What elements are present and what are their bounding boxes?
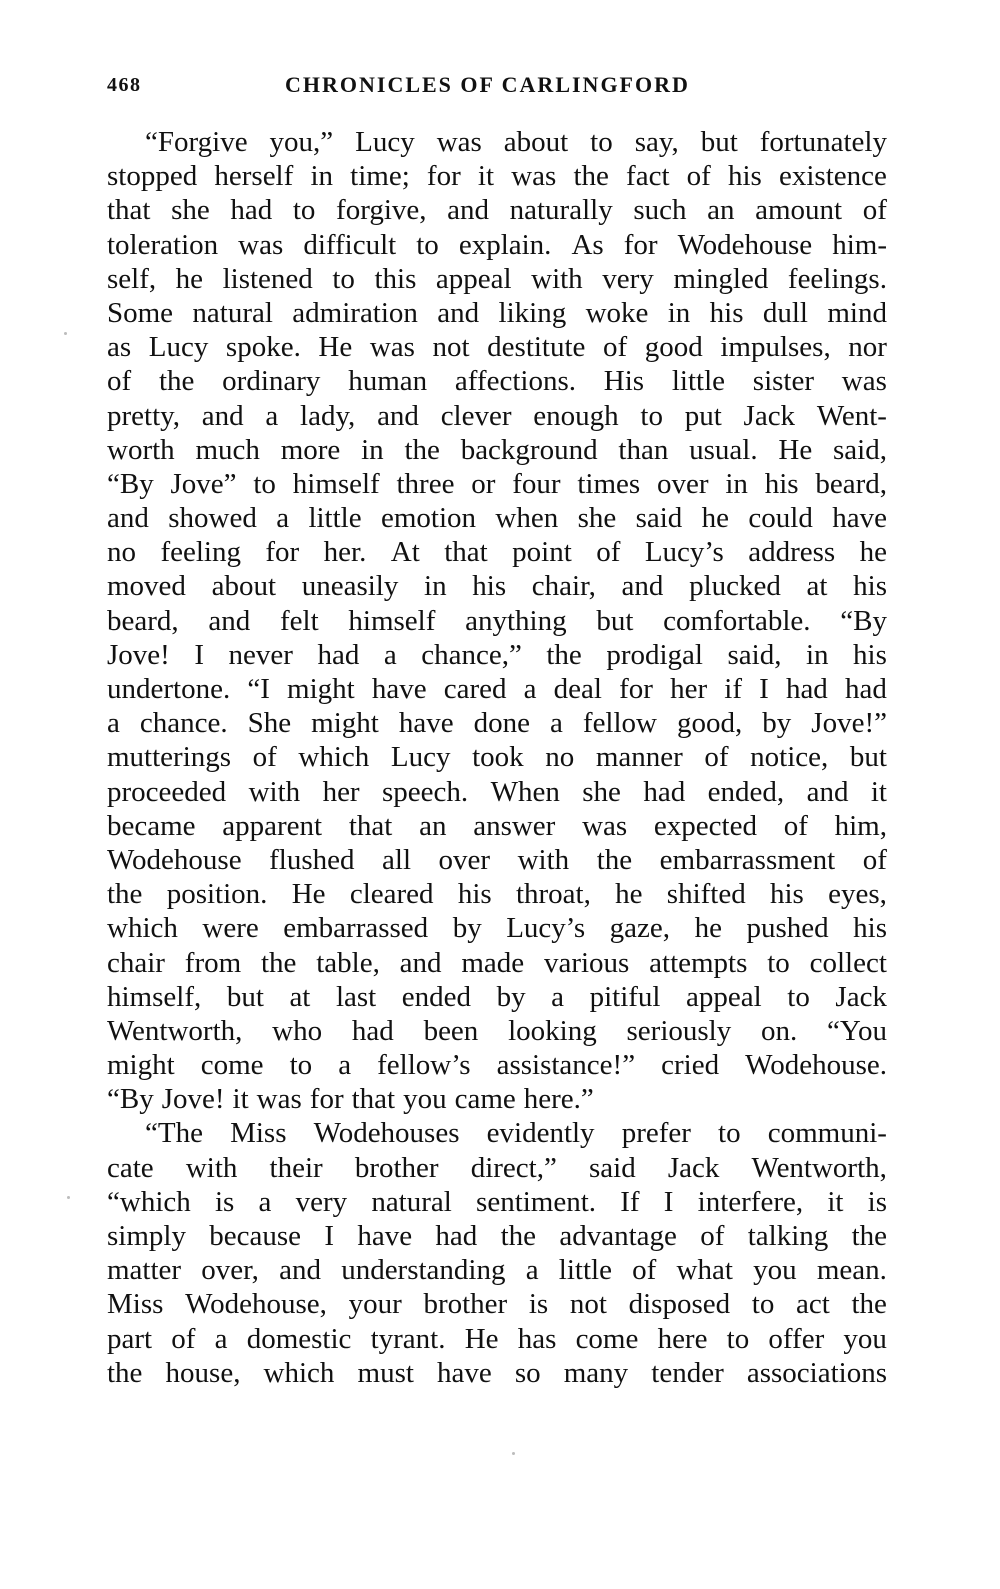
text-line: no feeling for her. At that point of Lucy’s address he — [107, 536, 887, 569]
text-line: Miss Wodehouse, your brother is not disposed to act the — [107, 1288, 887, 1321]
text-line-paragraph-start: “The Miss Wodehouses evidently prefer to communi- — [145, 1117, 887, 1150]
text-line: and showed a little emotion when she said he could have — [107, 502, 887, 535]
text-line: himself, but at last ended by a pitiful appeal to Jack — [107, 980, 887, 1013]
text-line: which were embarrassed by Lucy’s gaze, he pushed his — [107, 912, 887, 945]
text-line: Wentworth, who had been looking seriously on. “You — [107, 1014, 887, 1047]
text-line: proceeded with her speech. When she had ended, and it — [107, 775, 887, 808]
text-line: Jove! I never had a chance,” the prodigal said, in his — [107, 638, 887, 671]
text-line: pretty, and a lady, and clever enough to put Jack Went- — [107, 399, 887, 432]
text-line: “which is a very natural sentiment. If I interfere, it is — [107, 1185, 887, 1218]
text-line: cate with their brother direct,” said Jack Wentworth, — [107, 1151, 887, 1184]
text-line: matter over, and understanding a little of what you mean. — [107, 1254, 887, 1287]
text-line: a chance. She might have done a fellow good, by Jove!” — [107, 707, 887, 740]
text-line: Wodehouse flushed all over with the embarrassment of — [107, 843, 887, 876]
scan-speck — [512, 1452, 515, 1455]
text-line: toleration was difficult to explain. As for Wodehouse him- — [107, 228, 887, 261]
text-line-paragraph-start: “Forgive you,” Lucy was about to say, but fortunately — [145, 126, 887, 158]
text-line: self, he listened to this appeal with very mingled feelings. — [107, 262, 887, 295]
body-text — [107, 125, 887, 1390]
scan-speck — [67, 1196, 70, 1199]
text-line: might come to a fellow’s assistance!” cried Wodehouse. — [107, 1049, 887, 1082]
text-line: undertone. “I might have cared a deal for her if I had had — [107, 673, 887, 705]
text-line: chair from the table, and made various attempts to collect — [107, 946, 887, 979]
text-line: beard, and felt himself anything but comfortable. “By — [107, 604, 887, 637]
text-line: the house, which must have so many tender associations — [107, 1356, 887, 1389]
text-line: worth much more in the background than usual. He said, — [107, 433, 887, 466]
book-title: CHRONICLES OF CARLINGFORD — [285, 72, 690, 97]
text-line: of the ordinary human affections. His little sister was — [107, 365, 887, 398]
text-line: “By Jove” to himself three or four times over in his beard, — [107, 467, 887, 500]
text-line-paragraph-end: “By Jove! it was for that you came here.” — [107, 1083, 594, 1116]
running-head — [107, 68, 887, 104]
text-line: simply because I have had the advantage of talking the — [107, 1220, 887, 1252]
text-line: became apparent that an answer was expected of him, — [107, 809, 887, 842]
text-line: the position. He cleared his throat, he shifted his eyes, — [107, 878, 887, 911]
scan-speck — [64, 332, 67, 335]
page-number: 468 — [107, 74, 142, 96]
text-line: as Lucy spoke. He was not destitute of good impulses, nor — [107, 331, 887, 364]
text-line: that she had to forgive, and naturally such an amount of — [107, 194, 887, 227]
text-line: moved about uneasily in his chair, and plucked at his — [107, 570, 887, 603]
text-line: Some natural admiration and liking woke in his dull mind — [107, 296, 887, 329]
text-line: part of a domestic tyrant. He has come here to offer you — [107, 1322, 887, 1355]
text-line: stopped herself in time; for it was the fact of his existence — [107, 160, 887, 193]
text-line: mutterings of which Lucy took no manner of notice, but — [107, 741, 887, 774]
